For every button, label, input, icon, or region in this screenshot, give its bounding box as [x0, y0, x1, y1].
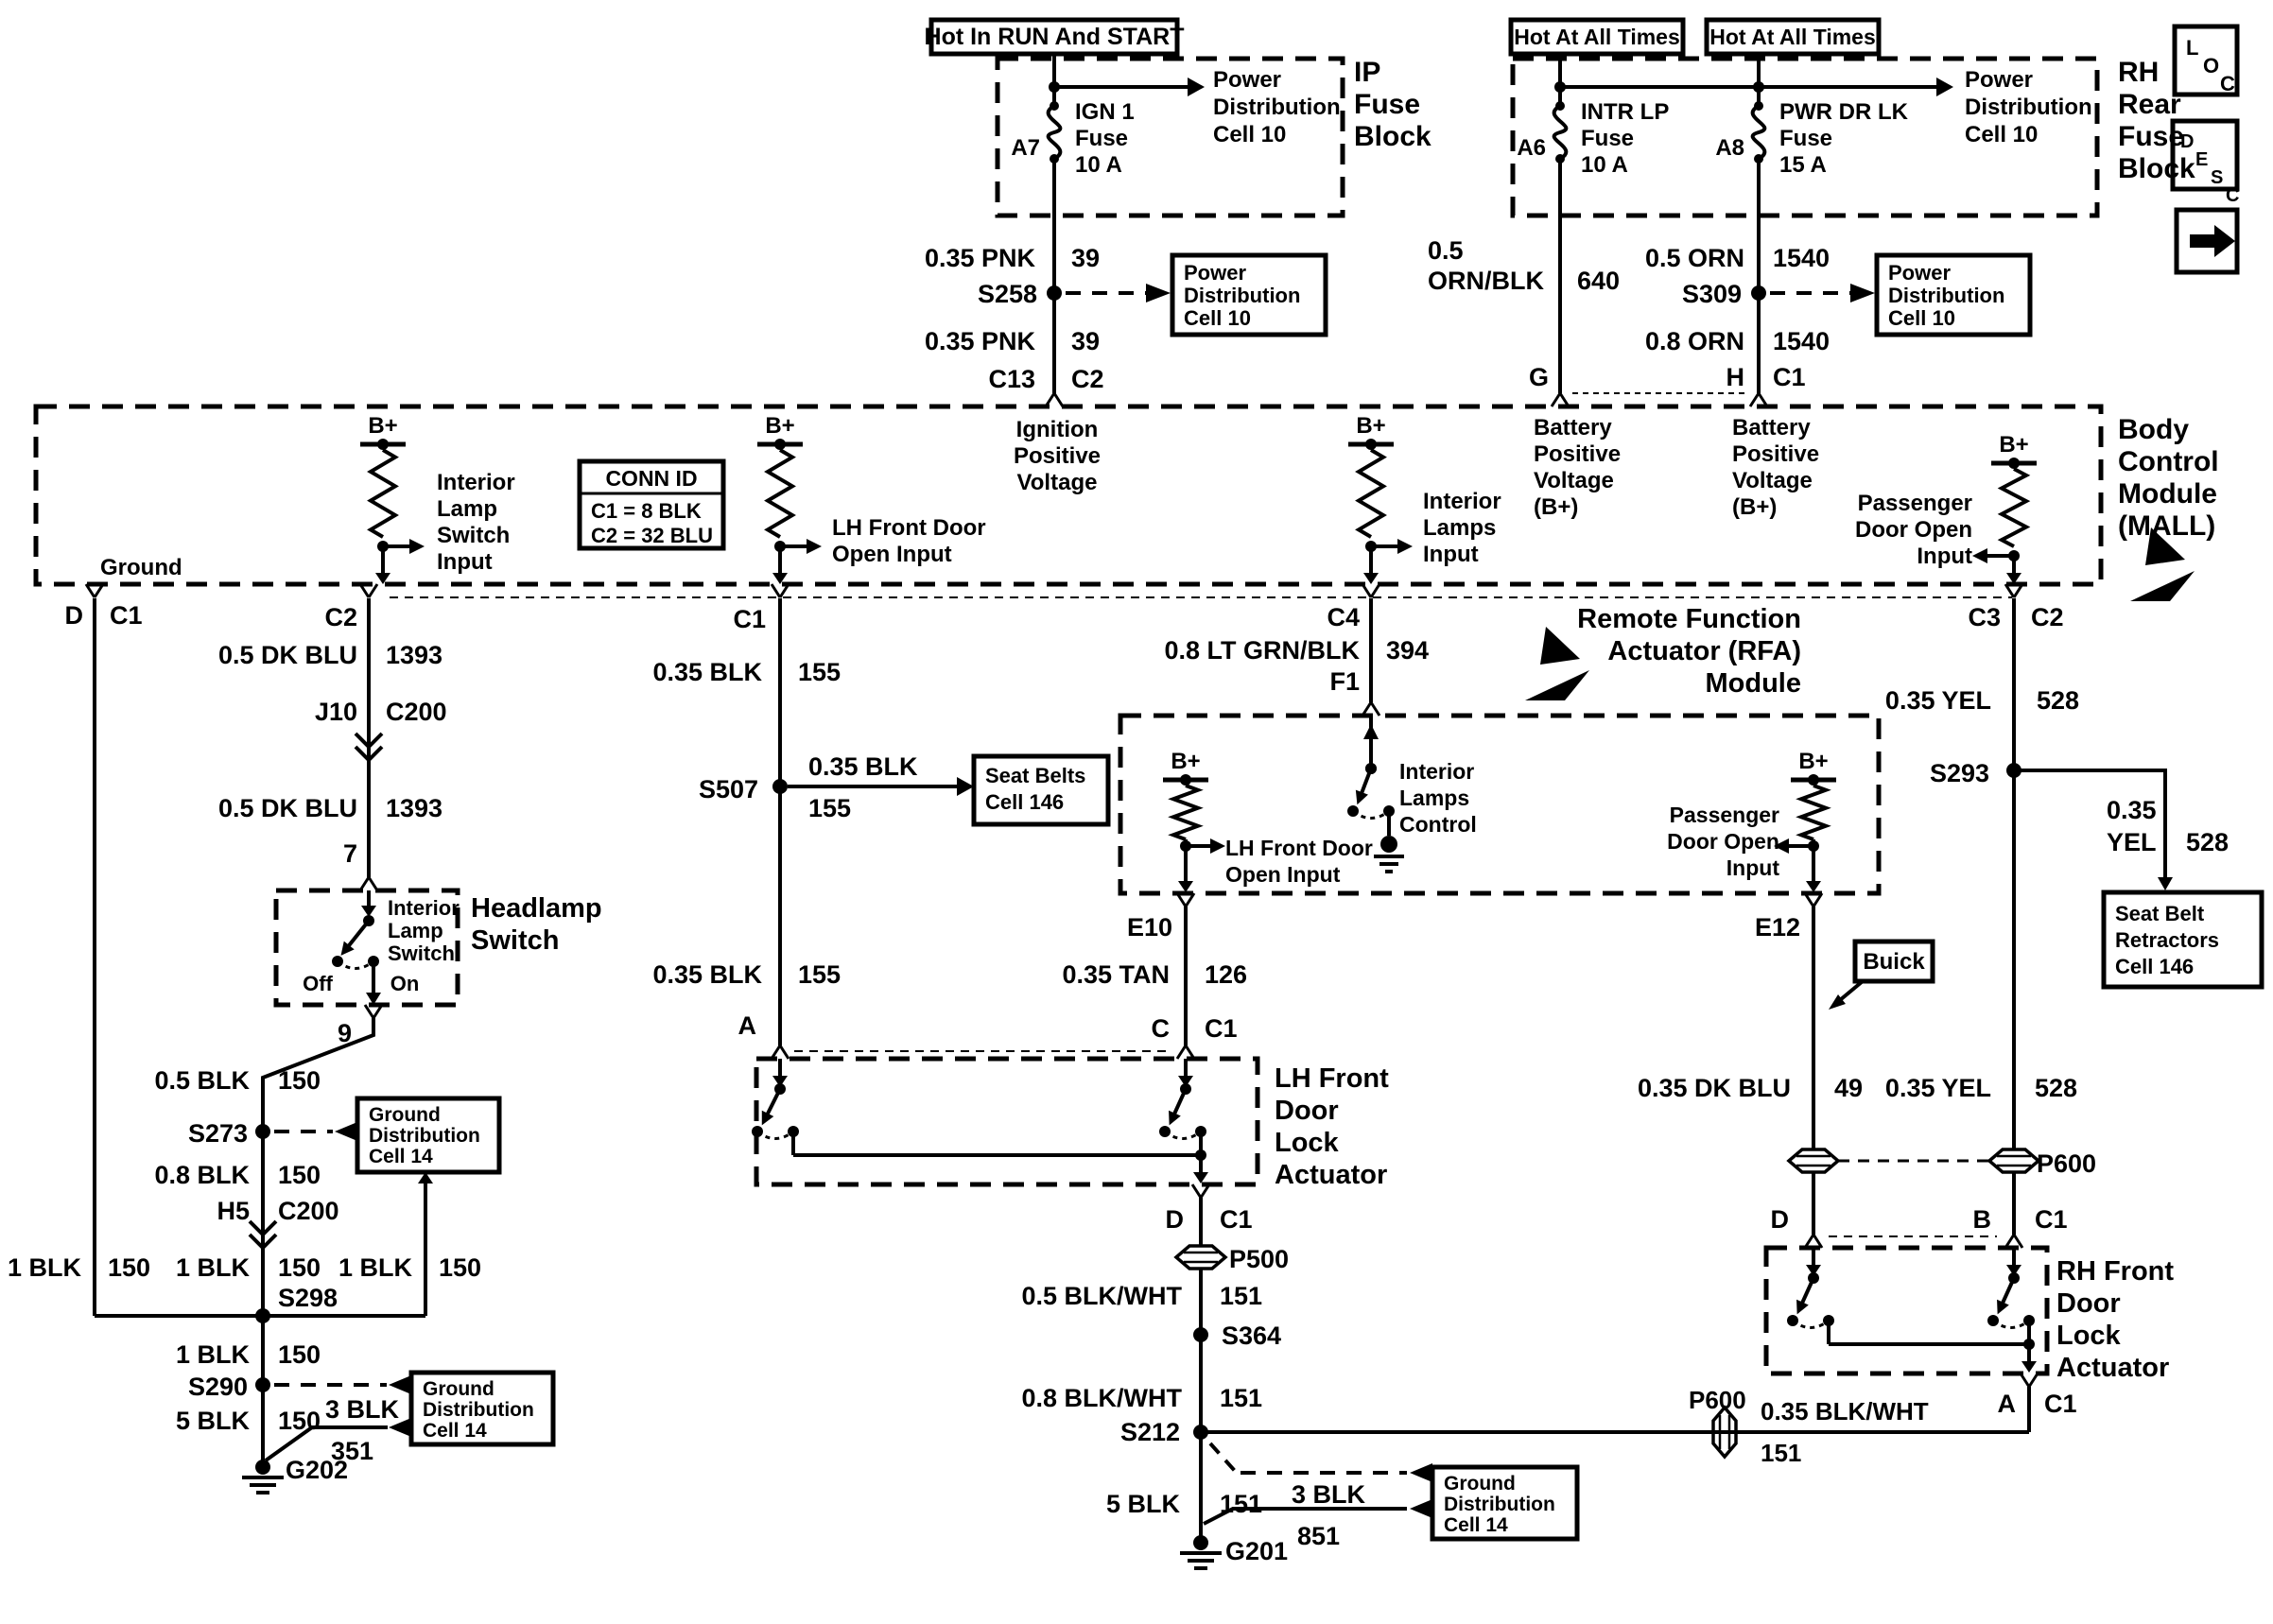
wires-dkblu-b-gc: 0.5 DK BLU [217, 794, 357, 822]
wires-blk08-ckt: 150 [278, 1161, 321, 1189]
rh-actuator-name-3: Actuator [2056, 1353, 2170, 1383]
splices-s309: S309 [1681, 280, 1742, 308]
headlamp-switch-label-1: Lamp [388, 919, 443, 942]
wires-yel-a-ckt: 528 [2037, 686, 2080, 715]
wires-ltgrnblk-ckt: 394 [1386, 636, 1430, 665]
bcm-signals-int-lamp-switch-2: Switch [437, 523, 511, 548]
bcm-bplus: B+ [368, 413, 398, 439]
wires-ornblk-color: ORN/BLK [1428, 267, 1544, 295]
fuse-blocks-ip-name-0: IP [1354, 57, 1381, 88]
rfa-name-1: Actuator (RFA) [1607, 636, 1801, 666]
headlamp-switch-term-in: 7 [342, 839, 357, 868]
wires-blk1-a-ckt: 150 [108, 1253, 151, 1282]
wires-blk035-a-ckt: 155 [798, 658, 842, 686]
splices-s258: S258 [977, 280, 1037, 308]
headlamp-switch-on: On [390, 972, 420, 995]
header-hot-at-all-times-2: Hot At All Times [1709, 25, 1876, 49]
splices-s212: S212 [1119, 1418, 1180, 1446]
wires-yel-c-gc: 0.35 YEL [1884, 1074, 1991, 1102]
lh-actuator-name-0: LH Front [1275, 1063, 1389, 1094]
callouts-seat-belts-1: Cell 146 [985, 790, 1065, 814]
rfa-controls-passenger-door-0: Passenger [1669, 803, 1779, 827]
bcm-name-1: Control [2118, 446, 2219, 477]
lh-actuator-terms-c-conn: C1 [1205, 1014, 1238, 1043]
headlamp-switch-name-1: Switch [471, 925, 560, 956]
callouts-ground-dist-1-2: Cell 14 [369, 1146, 433, 1167]
splices-s293: S293 [1929, 759, 1989, 787]
callouts-seat-belt-retractors-2: Cell 146 [2115, 955, 2195, 978]
icons-desc-0: D [2180, 131, 2195, 152]
lh-actuator-name-1: Door [1275, 1096, 1339, 1126]
bcm-signals-battery-g-3: (B+) [1534, 494, 1579, 520]
callouts-ground-dist-1-0: Ground [369, 1104, 441, 1126]
wires-blk035-b-ckt: 155 [808, 794, 852, 822]
bplus-dot [2008, 458, 2020, 469]
bcm-terms-c13: C13 [988, 365, 1035, 393]
header-hot-in-run-and-start: Hot In RUN And START [924, 24, 1185, 50]
callouts-seat-belt-retractors-0: Seat Belt [2115, 902, 2205, 925]
switch-pivot-dot [1365, 763, 1377, 774]
rh-actuator-name-2: Lock [2056, 1321, 2121, 1351]
rfa-bplus: B+ [1798, 749, 1829, 774]
rh-actuator-terms-b-conn: C1 [2035, 1205, 2068, 1234]
bcm-terms-d-conn: C1 [110, 601, 143, 630]
bcm-signals-interior-lamps-1: Lamps [1423, 515, 1497, 541]
splices-s273: S273 [187, 1119, 248, 1148]
wires-yel-c-ckt: 528 [2035, 1074, 2078, 1102]
wires-blk1-c-gc: 1 BLK [338, 1253, 412, 1282]
fuse-blocks-rh-rear-pwr-dr-lk-fuse-name: PWR DR LK [1779, 99, 1908, 125]
bcm-signals-ignition-2: Voltage [1016, 470, 1098, 495]
icons-loc-0: L [2186, 36, 2199, 60]
callouts-ground-dist-3-0: Ground [1444, 1473, 1516, 1494]
bplus-dot [1180, 774, 1191, 786]
wires-dkblu-b-ckt: 1393 [386, 794, 443, 822]
rh-actuator-terms-a: A [1997, 1390, 2016, 1418]
wires-dkblu-49-ckt: 49 [1834, 1074, 1864, 1102]
connectors-j10-c: C200 [386, 698, 447, 726]
wires-blk1-c-ckt: 150 [439, 1253, 482, 1282]
wires-pnk-b-gc: 0.35 PNK [924, 327, 1035, 355]
callouts-power-dist-1-2: Cell 10 [1184, 306, 1251, 330]
rfa-name-2: Module [1705, 668, 1801, 699]
rh-actuator-name-1: Door [2056, 1288, 2121, 1319]
callouts-power-dist-2-2: Cell 10 [1888, 306, 1955, 330]
wires-blk05-gc: 0.5 BLK [154, 1066, 250, 1095]
bcm-bplus: B+ [765, 413, 795, 439]
bcm-terms-c1: C1 [733, 605, 766, 633]
wires-dkblu-49-gc: 0.35 DK BLU [1637, 1074, 1791, 1102]
wires-blk035-c-gc: 0.35 BLK [652, 960, 762, 989]
fuse-blocks-ip-power-dist-0: Power [1213, 67, 1282, 93]
callouts-seat-belt-retractors-1: Retractors [2115, 928, 2220, 952]
callouts-ground-dist-2-0: Ground [423, 1378, 495, 1400]
splices-s298: S298 [278, 1284, 338, 1312]
rfa-terms-e12: E12 [1754, 913, 1800, 942]
fuse-blocks-ip-terminal: A7 [1011, 135, 1040, 161]
bcm-terms-c1-top: C1 [1773, 363, 1806, 391]
bcm-signals-battery-g-1: Positive [1534, 441, 1622, 467]
bcm-signals-interior-lamps-0: Interior [1423, 489, 1501, 514]
wires-orn-08-gc: 0.8 ORN [1644, 327, 1744, 355]
lh-actuator-terms-d: D [1165, 1205, 1184, 1234]
callouts-power-dist-1-0: Power [1184, 261, 1247, 285]
wires-blk3-351-gc: 3 BLK [325, 1395, 400, 1424]
bcm-signals-battery-h-2: Voltage [1732, 468, 1813, 493]
fuse-blocks-rh-rear-intr-lp-fuse-rating: 10 A [1581, 152, 1628, 178]
lh-actuator-name-3: Actuator [1275, 1160, 1388, 1190]
rh-actuator-terms-b: B [1972, 1205, 1991, 1234]
wires-blk3-851-ckt: 851 [1297, 1522, 1341, 1550]
lh-actuator-name-2: Lock [1275, 1128, 1339, 1158]
wires-blk035-a-gc: 0.35 BLK [652, 658, 762, 686]
fuse-blocks-rh-rear-name-0: RH [2118, 57, 2160, 88]
g202-ground [255, 1460, 270, 1475]
bcm-name-0: Body [2118, 414, 2189, 445]
bcm-signals-int-lamp-switch-1: Lamp [437, 496, 498, 522]
callouts-power-dist-2-0: Power [1888, 261, 1952, 285]
fuse-blocks-rh-rear-name-3: Block [2118, 153, 2195, 184]
fuse-blocks-ip-fuse-kind: Fuse [1075, 126, 1129, 151]
connectors-p500: P500 [1229, 1245, 1290, 1273]
headlamp-switch-label-0: Interior [388, 896, 460, 920]
wires-yel-b-ckt: 528 [2186, 828, 2230, 856]
lh-actuator-terms-a: A [737, 1011, 756, 1040]
wires-blk035-c-ckt: 155 [798, 960, 842, 989]
splice-s273 [255, 1124, 270, 1139]
fuse-blocks-rh-rear-power-dist-1: Distribution [1965, 95, 2092, 120]
bcm-terms-h: H [1726, 363, 1744, 391]
rfa-controls-passenger-door-2: Input [1726, 855, 1779, 880]
g201-ground [1193, 1535, 1208, 1550]
rfa-controls-interior-lamps-0: Interior [1399, 759, 1475, 784]
wires-blk035-b-gc: 0.35 BLK [808, 752, 918, 781]
bcm-signals-passenger-door-0: Passenger [1857, 491, 1972, 516]
wires-blkwht035-gc: 0.35 BLK/WHT [1761, 1397, 1929, 1425]
rfa-controls-lh-front-door-0: LH Front Door [1225, 836, 1373, 860]
grounds-g202: G202 [286, 1456, 349, 1484]
rfa-bplus: B+ [1171, 749, 1201, 774]
rh-actuator-terms-d: D [1770, 1205, 1789, 1234]
bcm-terms-d: D [64, 601, 83, 630]
wires-blk5-151-gc: 5 BLK [1105, 1490, 1180, 1518]
fuse-blocks-ip-power-dist-2: Cell 10 [1213, 122, 1287, 147]
switch-pivot-dot [363, 915, 374, 926]
splices-s364: S364 [1222, 1322, 1282, 1350]
fuse-blocks-rh-rear-pwr-dr-lk-fuse-rating: 15 A [1779, 152, 1827, 178]
bcm-terms-c4: C4 [1327, 603, 1360, 631]
lh-actuator-terms-c: C [1151, 1014, 1170, 1043]
icons-desc-1: E [2195, 149, 2209, 170]
fuse-blocks-ip-name-2: Block [1354, 121, 1431, 152]
bcm-signals-lh-front-door-0: LH Front Door [832, 515, 986, 541]
fuse-blocks-rh-rear-power-dist-2: Cell 10 [1965, 122, 2039, 147]
bcm-conn-id-rows-0: C1 = 8 BLK [591, 499, 702, 523]
bcm-conn-id-rows-1: C2 = 32 BLU [591, 524, 713, 547]
fuse-blocks-ip-name-1: Fuse [1354, 89, 1421, 120]
connectors-p600-inline: P600 [1689, 1386, 1746, 1414]
rfa-terms-f1: F1 [1329, 667, 1360, 696]
bcm-signals-battery-h-0: Battery [1732, 415, 1811, 441]
wires-blkwht08-gc: 0.8 BLK/WHT [1021, 1384, 1182, 1412]
wires-blk08-gc: 0.8 BLK [154, 1161, 250, 1189]
wires-pnk-a-ckt: 39 [1071, 244, 1101, 272]
wires-orn-05-ckt: 1540 [1773, 244, 1831, 272]
splice-s364 [1193, 1327, 1208, 1342]
splice-s258 [1047, 285, 1062, 301]
switch-pivot-dot [774, 1083, 786, 1095]
rfa-controls-lh-front-door-1: Open Input [1225, 862, 1341, 887]
bcm-name-2: Module [2118, 478, 2217, 510]
bplus-dot [774, 439, 786, 450]
bcm-bplus: B+ [1999, 432, 2029, 458]
wires-orn-08-ckt: 1540 [1773, 327, 1831, 355]
bcm-ground: Ground [100, 555, 182, 580]
bcm-signals-battery-h-3: (B+) [1732, 494, 1778, 520]
bcm-signals-passenger-door-2: Input [1917, 544, 1972, 569]
wires-yel-b-size: 0.35 [2107, 796, 2157, 824]
splice-s507 [772, 779, 788, 794]
headlamp-switch-name-0: Headlamp [471, 893, 602, 924]
bcm-conn-id-title: CONN ID [605, 466, 698, 491]
wires-dkblu-a-gc: 0.5 DK BLU [217, 641, 357, 669]
wires-tan-gc: 0.35 TAN [1062, 960, 1170, 989]
wires-blk05-ckt: 150 [278, 1066, 321, 1095]
callouts-ground-dist-3-1: Distribution [1444, 1494, 1555, 1515]
bcm-signals-passenger-door-1: Door Open [1855, 517, 1972, 543]
splices-s507: S507 [698, 775, 758, 803]
wires-blkwht05-gc: 0.5 BLK/WHT [1021, 1282, 1182, 1310]
bcm-terms-c2-top: C2 [1071, 365, 1104, 393]
bcm-terms-c3: C3 [1968, 603, 2001, 631]
fuse-blocks-rh-rear-name-1: Rear [2118, 89, 2181, 120]
wires-blk1-d-gc: 1 BLK [175, 1340, 250, 1369]
rfa-controls-passenger-door-1: Door Open [1667, 829, 1779, 854]
fuse-blocks-rh-rear-intr-lp-fuse-name: INTR LP [1581, 99, 1670, 125]
connectors-p600-pair: P600 [2037, 1149, 2097, 1178]
bcm-terms-g: G [1528, 363, 1549, 391]
icons-loc-2: C [2220, 72, 2235, 95]
callouts-ground-dist-3-2: Cell 14 [1444, 1514, 1508, 1536]
headlamp-switch-off: Off [303, 972, 333, 995]
rfa-ground-dot [1380, 836, 1397, 853]
wires-yel-b-color: YEL [2107, 828, 2157, 856]
splice-s290 [255, 1377, 270, 1392]
wires-blk3-851-gc: 3 BLK [1292, 1480, 1366, 1509]
rh-actuator-name-0: RH Front [2056, 1256, 2175, 1287]
wires-tan-ckt: 126 [1205, 960, 1248, 989]
fuse-blocks-ip-fuse-rating: 10 A [1075, 152, 1122, 178]
wires-blk1-a-gc: 1 BLK [7, 1253, 81, 1282]
wires-yel-a-gc: 0.35 YEL [1884, 686, 1991, 715]
switch-pivot-dot [1808, 1272, 1819, 1284]
callouts-power-dist-2-1: Distribution [1888, 284, 2005, 307]
rfa-name-0: Remote Function [1577, 604, 1801, 634]
connectors-j10: J10 [314, 698, 357, 726]
bcm-terms-c3-conn: C2 [2031, 603, 2064, 631]
bcm-signals-int-lamp-switch-3: Input [437, 549, 493, 575]
callouts-seat-belts-0: Seat Belts [985, 764, 1086, 787]
fuse-blocks-rh-rear-name-2: Fuse [2118, 121, 2185, 152]
rfa-controls-interior-lamps-1: Lamps [1399, 786, 1470, 810]
wires-blkwht035-ckt: 151 [1761, 1439, 1802, 1467]
bplus-dot [1365, 439, 1377, 450]
connectors-h5: H5 [217, 1197, 250, 1225]
fuse-blocks-rh-rear-intr-lp-terminal: A6 [1517, 135, 1546, 161]
fuse-blocks-rh-rear-power-dist-0: Power [1965, 67, 2034, 93]
grounds-g201: G201 [1225, 1537, 1289, 1565]
splices-s290: S290 [187, 1373, 248, 1401]
bcm-bplus: B+ [1356, 413, 1386, 439]
wires-ltgrnblk-gc: 0.8 LT GRN/BLK [1164, 636, 1360, 665]
headlamp-switch-label-2: Switch [388, 942, 455, 965]
wires-blk5-150-gc: 5 BLK [175, 1407, 250, 1435]
splice-s309 [1751, 285, 1766, 301]
fuse-blocks-rh-rear-pwr-dr-lk-terminal: A8 [1715, 135, 1744, 161]
bcm-signals-interior-lamps-2: Input [1423, 542, 1479, 567]
bcm-signals-battery-h-1: Positive [1732, 441, 1820, 467]
wires-blk5-150-ckt: 150 [278, 1407, 321, 1435]
wires-ornblk-ckt: 640 [1577, 267, 1621, 295]
wires-blk1-d-ckt: 150 [278, 1340, 321, 1369]
callouts-ground-dist-2-1: Distribution [423, 1399, 534, 1421]
header-hot-at-all-times-1: Hot At All Times [1514, 25, 1680, 49]
switch-pivot-dot [2008, 1272, 2020, 1284]
rh-actuator-terms-a-conn: C1 [2044, 1390, 2077, 1418]
wires-blk5-151-ckt: 151 [1220, 1490, 1263, 1518]
bcm-name-3: (MALL) [2118, 510, 2216, 542]
callouts-buick: Buick [1863, 949, 1925, 975]
bcm-terms-c2: C2 [324, 603, 357, 631]
lh-actuator-terms-d-conn: C1 [1220, 1205, 1253, 1234]
wires-blk1-b-gc: 1 BLK [175, 1253, 250, 1282]
headlamp-switch-term-out: 9 [337, 1019, 352, 1047]
icons-desc-2: S [2211, 167, 2224, 188]
wires-ornblk-size: 0.5 [1428, 236, 1464, 265]
wires-blkwht05-ckt: 151 [1220, 1282, 1263, 1310]
bplus-dot [377, 439, 389, 450]
callouts-ground-dist-2-2: Cell 14 [423, 1420, 487, 1442]
rfa-controls-interior-lamps-2: Control [1399, 812, 1477, 837]
fuse-blocks-ip-fuse-name: IGN 1 [1075, 99, 1135, 125]
wires-blk3-351-ckt: 351 [331, 1437, 374, 1465]
wires-pnk-b-ckt: 39 [1071, 327, 1101, 355]
bcm-signals-lh-front-door-1: Open Input [832, 542, 952, 567]
icons-loc-1: O [2203, 54, 2220, 78]
wires-dkblu-a-ckt: 1393 [386, 641, 443, 669]
bcm-signals-ignition-1: Positive [1013, 443, 1102, 469]
bcm-signals-battery-g-2: Voltage [1534, 468, 1614, 493]
wires-blk1-b-ckt: 150 [278, 1253, 321, 1282]
wires-orn-05-gc: 0.5 ORN [1644, 244, 1744, 272]
bcm-signals-ignition-0: Ignition [1015, 417, 1099, 442]
icons-desc-3: C [2226, 185, 2240, 206]
fuse-blocks-rh-rear-pwr-dr-lk-fuse-kind: Fuse [1779, 126, 1833, 151]
switch-pivot-dot [1180, 1083, 1191, 1095]
bcm-signals-int-lamp-switch-0: Interior [437, 470, 515, 495]
rfa-terms-e10: E10 [1126, 913, 1172, 942]
bcm-signals-battery-g-0: Battery [1534, 415, 1612, 441]
callouts-ground-dist-1-1: Distribution [369, 1125, 480, 1147]
fuse-blocks-ip-power-dist-1: Distribution [1213, 95, 1341, 120]
wires-pnk-a-gc: 0.35 PNK [924, 244, 1035, 272]
callouts-power-dist-1-1: Distribution [1184, 284, 1301, 307]
next-page-arrow-icon [2190, 234, 2214, 248]
wires-blkwht08-ckt: 151 [1220, 1384, 1263, 1412]
connectors-h5-c: C200 [278, 1197, 339, 1225]
bplus-dot [1808, 774, 1819, 786]
fuse-blocks-rh-rear-intr-lp-fuse-kind: Fuse [1581, 126, 1635, 151]
